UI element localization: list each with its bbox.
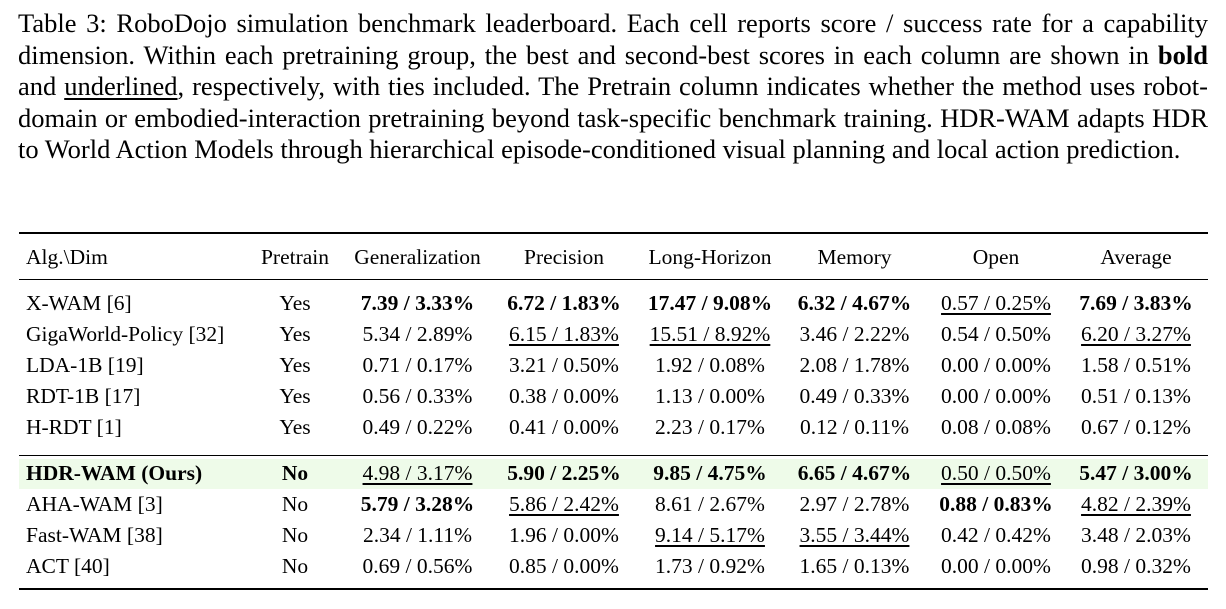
table-bottom-rule — [19, 588, 1208, 590]
method-name-cell: RDT-1B [17] — [26, 384, 141, 408]
table-cell: 0.88 / 0.83% — [939, 492, 1053, 516]
header-cell: Long-Horizon — [648, 245, 772, 269]
table-cell: 7.39 / 3.33% — [360, 291, 475, 315]
header-rule — [19, 279, 1208, 280]
group-divider-rule — [19, 455, 1208, 456]
method-name-cell: GigaWorld-Policy [32] — [26, 322, 225, 346]
header-cell: Precision — [523, 245, 605, 269]
caption-and-word: and — [18, 71, 65, 102]
table-cell: 3.55 / 3.44% — [799, 523, 910, 547]
table-cell: 6.20 / 3.27% — [1081, 322, 1191, 346]
table-cell: 0.08 / 0.08% — [941, 415, 1051, 439]
table-cell: 5.90 / 2.25% — [507, 461, 621, 485]
table-cell: 8.61 / 2.67% — [655, 492, 765, 516]
table-cell: 0.42 / 0.42% — [941, 523, 1051, 547]
table-cell: 0.49 / 0.22% — [362, 415, 473, 439]
table-row — [0, 288, 1226, 319]
caption-underline-word: underlined — [64, 71, 178, 102]
table-cell: 1.96 / 0.00% — [509, 523, 619, 547]
table-cell: 0.49 / 0.33% — [799, 384, 910, 408]
table-cell: 0.57 / 0.25% — [941, 291, 1051, 315]
table-cell: 0.85 / 0.00% — [509, 554, 619, 578]
header-cell: Open — [972, 245, 1020, 269]
table-cell: 0.38 / 0.00% — [509, 384, 619, 408]
table-cell: Yes — [279, 322, 311, 346]
table-cell: 1.65 / 0.13% — [799, 554, 910, 578]
header-cell: Memory — [817, 245, 892, 269]
table-cell: 7.69 / 3.83% — [1079, 291, 1193, 315]
header-cell: Average — [1100, 245, 1172, 269]
table-cell: 0.00 / 0.00% — [941, 384, 1051, 408]
table-cell: 3.46 / 2.22% — [799, 322, 910, 346]
table-cell: 5.86 / 2.42% — [509, 492, 619, 516]
table-cell: 0.51 / 0.13% — [1081, 384, 1191, 408]
table-cell: 6.32 / 4.67% — [797, 291, 912, 315]
method-name-cell: ACT [40] — [26, 554, 110, 578]
table-cell: 0.98 / 0.32% — [1081, 554, 1191, 578]
method-name-cell: X-WAM [6] — [26, 291, 132, 315]
table-header-row — [0, 242, 1226, 273]
table-cell: 5.47 / 3.00% — [1079, 461, 1193, 485]
table-cell: 0.50 / 0.50% — [941, 461, 1051, 485]
table-cell: 0.54 / 0.50% — [941, 322, 1051, 346]
table-row — [0, 520, 1226, 551]
table-cell: 3.21 / 0.50% — [509, 353, 619, 377]
caption-bold-word: bold — [1157, 39, 1208, 70]
table-cell: No — [281, 554, 309, 578]
table-cell: 2.08 / 1.78% — [799, 353, 910, 377]
table-cell: 1.73 / 0.92% — [655, 554, 765, 578]
table-cell: 4.98 / 3.17% — [362, 461, 473, 485]
table-cell: 1.92 / 0.08% — [655, 353, 765, 377]
table-row — [0, 412, 1226, 443]
method-name-cell: AHA-WAM [3] — [26, 492, 163, 516]
method-name-cell: HDR-WAM (Ours) — [26, 461, 203, 485]
method-name-cell: H-RDT [1] — [26, 415, 122, 439]
table-cell: 6.65 / 4.67% — [797, 461, 912, 485]
table-cell: Yes — [279, 415, 311, 439]
table-cell: 5.79 / 3.28% — [360, 492, 475, 516]
table-cell: 4.82 / 2.39% — [1081, 492, 1191, 516]
table-cell: 5.34 / 2.89% — [362, 322, 473, 346]
table-cell: 6.15 / 1.83% — [509, 322, 619, 346]
header-cell: Pretrain — [260, 245, 330, 269]
table-cell: No — [281, 461, 309, 485]
table-cell: 0.56 / 0.33% — [362, 384, 473, 408]
table-cell: No — [281, 523, 309, 547]
table-cell: 0.12 / 0.11% — [799, 415, 910, 439]
table-cell: 0.41 / 0.00% — [509, 415, 619, 439]
table-row — [0, 350, 1226, 381]
table-cell: 17.47 / 9.08% — [647, 291, 773, 315]
table-top-rule — [19, 232, 1208, 234]
table-cell: 9.14 / 5.17% — [655, 523, 765, 547]
table-row — [0, 551, 1226, 582]
caption-text-1: Table 3: RoboDojo simulation benchmark leaderboard. Each cell reports score / success rate for a capability dimension. Within each pretraining group, the best and second-best scores in each column are shown in — [18, 8, 1208, 70]
method-name-cell: LDA-1B [19] — [26, 353, 144, 377]
table-cell: 2.34 / 1.11% — [362, 523, 473, 547]
table-row — [0, 319, 1226, 350]
table-cell: 1.13 / 0.00% — [655, 384, 765, 408]
table-cell: 2.97 / 2.78% — [799, 492, 910, 516]
table-cell: 0.00 / 0.00% — [941, 554, 1051, 578]
table-cell: Yes — [279, 291, 311, 315]
table-caption — [18, 8, 1208, 166]
table-cell: Yes — [279, 384, 311, 408]
table-row — [0, 381, 1226, 412]
header-cell: Alg.\Dim — [26, 245, 108, 269]
table-row — [0, 458, 1226, 489]
table-cell: 0.00 / 0.00% — [941, 353, 1051, 377]
table-cell: 0.67 / 0.12% — [1081, 415, 1191, 439]
table-row — [0, 489, 1226, 520]
table-cell: 3.48 / 2.03% — [1081, 523, 1191, 547]
table-cell: No — [281, 492, 309, 516]
table-cell: 0.71 / 0.17% — [362, 353, 473, 377]
table-cell: 15.51 / 8.92% — [649, 322, 771, 346]
table-cell: 2.23 / 0.17% — [655, 415, 765, 439]
table-cell: 6.72 / 1.83% — [507, 291, 621, 315]
header-cell: Generalization — [354, 245, 481, 269]
table-cell: 1.58 / 0.51% — [1081, 353, 1191, 377]
table-cell: 0.69 / 0.56% — [362, 554, 473, 578]
method-name-cell: Fast-WAM [38] — [26, 523, 163, 547]
table-cell: 9.85 / 4.75% — [653, 461, 767, 485]
table-cell: Yes — [279, 353, 311, 377]
caption-text-2: , respectively, with ties included. The Pretrain column indicates whether the method uses robot-domain or embodied-interaction pretraining beyond task-specific benchmark training. HDR-WAM adapts HDR to World Action Models through hierarchical episode-conditioned visual planning and local action prediction. — [18, 71, 1208, 165]
